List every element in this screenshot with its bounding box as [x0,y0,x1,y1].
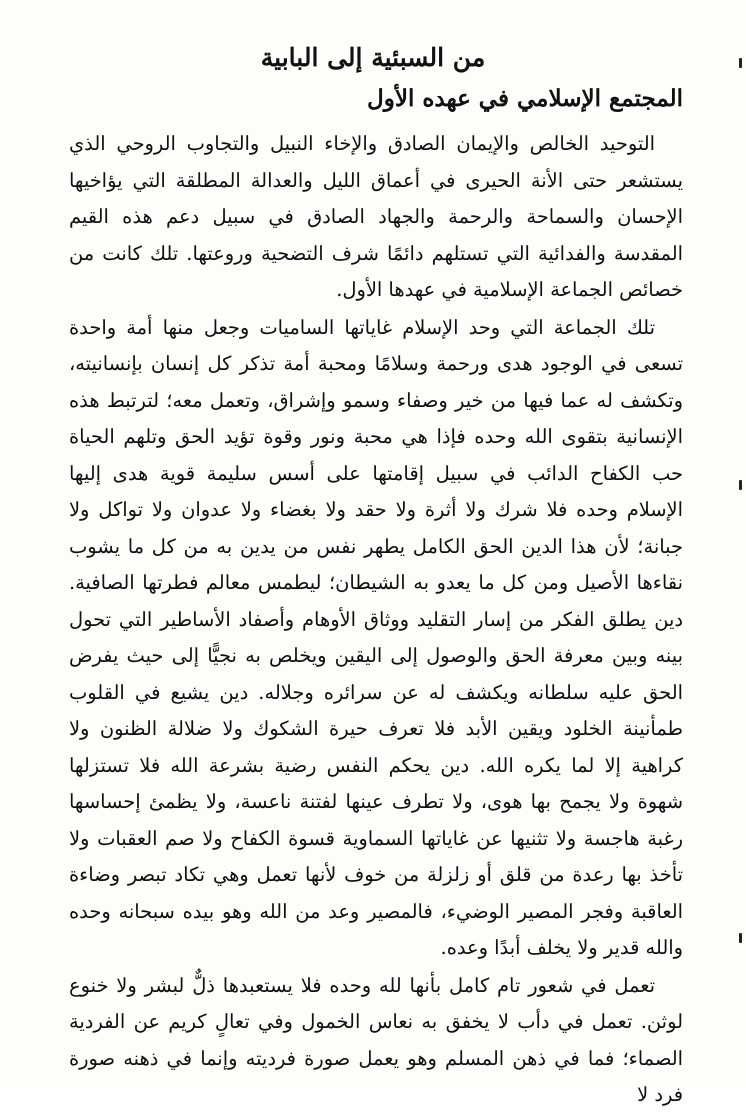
scan-edge-mark [739,480,742,490]
scan-edge-mark [739,58,742,68]
body-text [69,126,683,1115]
paragraph-3: تعمل في شعور تام كامل بأنها لله وحده فلا يستعبدها ذلٌّ لبشر ولا خنوع لوثن. تعمل في دأب لا يخفق به نعاس الخمول وفي تعالٍ كريم عن الفردية الصماء؛ فما في ذهن المسلم وهو يعمل صورة فرديته وإنما في ذهنه صورة فرد لا [69,973,683,1106]
scan-edge-mark [739,933,742,943]
paragraph-2: تلك الجماعة التي وحد الإسلام غاياتها الساميات وجعل منها أمة واحدة تسعى في الوجود هدى ورحمة وسلامًا ومحبة أمة تذكر كل إنسان بإنسانيته، وتكشف له عما فيها من خير وصفاء وسمو وإشراق، وتعمل معه؛ لترتبط هذه الإنسانية بتقوى الله وحده فإذا هي محبة ونور وقوة تؤيد الحق وتلهم الحياة حب الكفاح الدائب في سبيل إقامتها على أسس سليمة قوية هدى إليها الإسلام وحده فلا شرك ولا أثرة ولا حقد ولا بغضاء ولا عدوان ولا تواكل ولا جبانة؛ لأن هذا الدين الحق الكامل يطهر نفس من يدين به من كل ما يشوب نقاءها الأصيل ومن كل ما يعدو به الشيطان؛ ليطمس معالم فطرتها الصافية. دين يطلق الفكر من إسار التقليد ووثاق الأوهام وأصفاد الأساطير التي تحول بينه وبين معرفة الحق والوصول إلى اليقين ويخلص به نجيًّا إلى حيث يفرض الحق عليه سلطانه ويكشف له عن سرائره وجلاله. دين يشيع في القلوب طمأنينة الخلود ويقين الأبد فلا تعرف حيرة الشكوك ولا ضلالة الظنون ولا كراهية إلا لما يكره الله. دين يحكم النفس رضية بشرعة الله فلا تستزلها شهوة ولا يجمح بها هوى، ولا تطرف عينها لفتنة ناعسة، ولا يظمئ إحساسها رغبة هاجسة ولا تثنيها عن غاياتها السماوية قسوة الكفاح ولا صم العقبات ولا تأخذ بها رعدة من قلق أو زلزلة من خوف لأنها تعمل وهي تكاد تبصر وضاءة العاقبة وفجر المصير الوضيء، فالمصير وعد من الله وهو بيده سبحانه وحده والله قدير ولا يخلف أبدًا وعده. [69,315,683,959]
paragraph-1: التوحيد الخالص والإيمان الصادق والإخاء النبيل والتجاوب الروحي الذي يستشعر حتى الأنة الحيرى في أعماق الليل والعدالة المطلقة التي يؤاخيها الإحسان والسماحة والرحمة والجهاد الصادق في سبيل دعم هذه القيم المقدسة والفدائية التي تستلهم دائمًا شرف التضحية وروعتها. تلك كانت من خصائص الجماعة الإسلامية في عهدها الأول. [69,132,683,301]
page-title: من السبئية إلى البابية [260,43,486,72]
section-heading: المجتمع الإسلامي في عهده الأول [367,85,683,112]
